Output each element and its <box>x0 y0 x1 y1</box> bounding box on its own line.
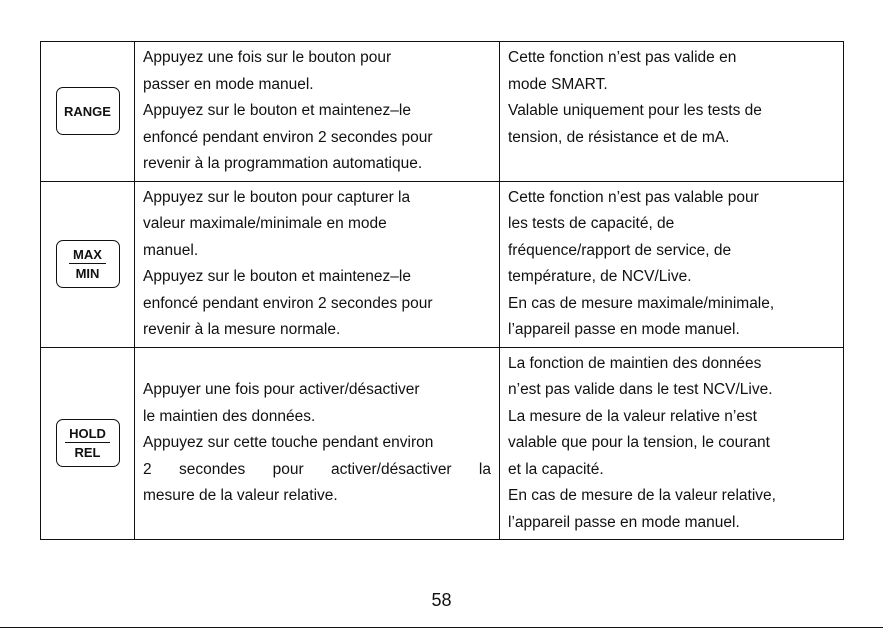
key-cell-max-min <box>41 181 135 347</box>
description-line: Appuyez sur cette touche pendant environ <box>143 434 434 451</box>
description-line: Appuyez sur le bouton pour capturer la <box>143 188 411 206</box>
note-line: La mesure de la valeur relative n’est <box>508 407 757 425</box>
note-cell-max-min <box>500 181 844 347</box>
description-line: Appuyez sur le bouton et maintenez–le <box>143 102 411 119</box>
hold-key-label: HOLD <box>65 426 110 443</box>
description-line: Appuyez sur le bouton et maintenez–le <box>143 268 411 285</box>
description-line: passer en mode manuel. <box>143 75 314 93</box>
description-line: revenir à la programmation automatique. <box>143 155 423 172</box>
description-line: Appuyer une fois pour activer/désactiver <box>143 381 420 398</box>
note-line: En cas de mesure maximale/minimale, <box>508 294 775 312</box>
note-line: mode SMART. <box>508 75 608 93</box>
description-line: enfoncé pendant environ 2 secondes pour <box>143 128 433 146</box>
range-key-label: RANGE <box>64 103 111 119</box>
max-key-label: MAX <box>69 247 106 264</box>
max-min-key-icon <box>56 240 120 288</box>
table-row-hold-rel <box>41 347 844 540</box>
description-cell-hold-rel <box>135 347 500 540</box>
description-line: valeur maximale/minimale en mode <box>143 215 387 232</box>
description-line: revenir à la mesure normale. <box>143 321 341 338</box>
description-line: Appuyez une fois sur le bouton pour <box>143 49 392 66</box>
note-line: n’est pas valide dans le test NCV/Live. <box>508 381 773 398</box>
note-line: les tests de capacité, de <box>508 215 675 232</box>
note-cell-range <box>500 42 844 182</box>
note-line: Valable uniquement pour les tests de <box>508 102 762 119</box>
note-line: Cette fonction n’est pas valide en <box>508 49 737 66</box>
description-line: enfoncé pendant environ 2 secondes pour <box>143 294 433 312</box>
note-line: tension, de résistance et de mA. <box>508 128 730 146</box>
note-cell-hold-rel <box>500 347 844 540</box>
description-line: manuel. <box>143 241 199 259</box>
description-line: le maintien des données. <box>143 407 316 425</box>
description-cell-range <box>135 42 500 182</box>
description-line: 2 secondes pour activer/désactiver la <box>143 460 491 478</box>
note-line: Cette fonction n’est pas valable pour <box>508 188 759 206</box>
hold-rel-key-icon <box>56 419 120 467</box>
note-line: et la capacité. <box>508 460 604 478</box>
note-line: fréquence/rapport de service, de <box>508 241 732 259</box>
table-row-range <box>41 42 844 182</box>
button-functions-table <box>40 41 844 540</box>
note-line: l’appareil passe en mode manuel. <box>508 321 740 338</box>
note-line: valable que pour la tension, le courant <box>508 434 770 451</box>
key-cell-hold-rel <box>41 347 135 540</box>
key-cell-range <box>41 42 135 182</box>
page-number: 58 <box>431 590 452 610</box>
table-row-max-min <box>41 181 844 347</box>
range-key-icon <box>56 87 120 135</box>
description-cell-max-min <box>135 181 500 347</box>
note-line: température, de NCV/Live. <box>508 268 692 285</box>
min-key-label: MIN <box>75 266 100 281</box>
description-line: mesure de la valeur relative. <box>143 487 338 504</box>
note-line: l’appareil passe en mode manuel. <box>508 513 740 531</box>
rel-key-label: REL <box>74 445 101 461</box>
bottom-divider <box>0 627 883 628</box>
note-line: La fonction de maintien des données <box>508 354 762 372</box>
note-line: En cas de mesure de la valeur relative, <box>508 487 776 504</box>
